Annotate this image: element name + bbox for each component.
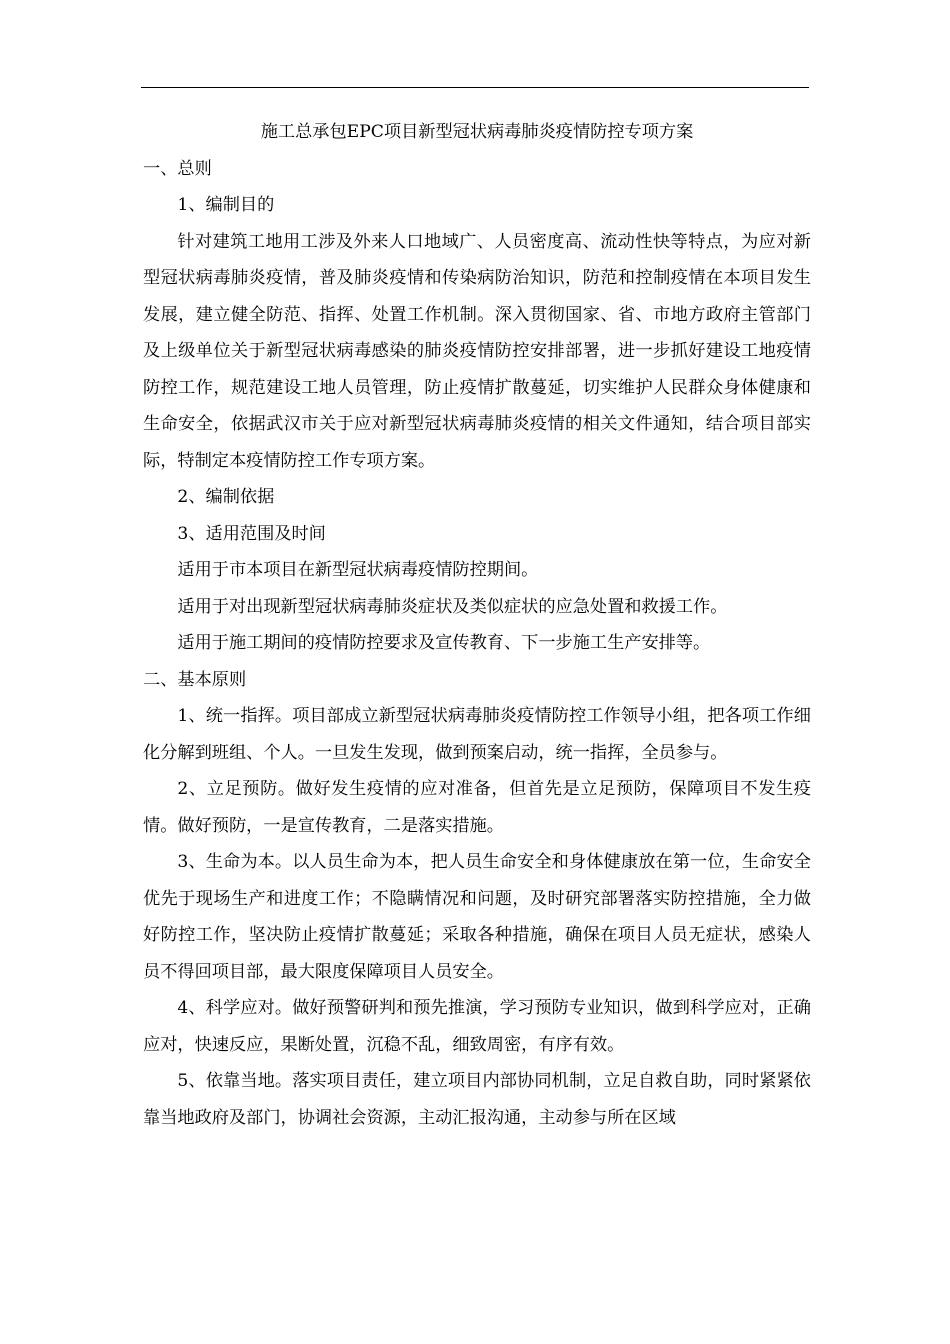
header-rule	[141, 87, 809, 88]
paragraph-scope-2: 适用于对出现新型冠状病毒肺炎症状及类似症状的应急处置和救援工作。	[177, 596, 728, 617]
paragraph-principle-3: 3、生命为本。以人员生命为本，把人员生命安全和身体健康放在第一位，生命安全优先于现场生产和进度工作；不隐瞒情况和问题，及时研究部署落实防控措施，全力做好防控工作，坚决防止疫情扩散蔓延；采取各种措施，确保在项目人员无症状，感染人员不得回项目部，最大限度保障项目人员安全。	[143, 852, 811, 982]
paragraph-principle-4: 4、科学应对。做好预警研判和预先推演，学习预防专业知识，做到科学应对，正确应对，快速反应，果断处置，沉稳不乱，细致周密，有序有效。	[143, 998, 811, 1055]
subheading-purpose: 1、编制目的	[177, 195, 275, 215]
paragraph-principle-1: 1、统一指挥。项目部成立新型冠状病毒肺炎疫情防控工作领导小组，把各项工作细化分解到班组、个人。一旦发生发现，做到预案启动，统一指挥，全员参与。	[143, 706, 811, 763]
document-title: 施工总承包EPC项目新型冠状病毒肺炎疫情防控专项方案	[260, 122, 694, 142]
section-heading-general: 一、总则	[143, 158, 212, 179]
paragraph-principle-2: 2、立足预防。做好发生疫情的应对准备，但首先是立足预防，保障项目不发生疫情。做好预防，一是宣传教育，二是落实措施。	[143, 779, 811, 836]
subheading-basis: 2、编制依据	[177, 487, 275, 507]
paragraph-principle-5: 5、依靠当地。落实项目责任，建立项目内部协同机制，立足自救自助，同时紧紧依靠当地政府及部门，协调社会资源，主动汇报沟通，主动参与所在区域	[143, 1071, 811, 1128]
subheading-scope: 3、适用范围及时间	[177, 523, 326, 544]
section-heading-principles: 二、基本原则	[143, 669, 247, 690]
paragraph-scope-3: 适用于施工期间的疫情防控要求及宣传教育、下一步施工生产安排等。	[177, 633, 711, 653]
document-body	[143, 114, 811, 1136]
paragraph-purpose: 针对建筑工地用工涉及外来人口地域广、人员密度高、流动性快等特点，为应对新型冠状病毒肺炎疫情，普及肺炎疫情和传染病防治知识，防范和控制疫情在本项目发生发展，建立健全防范、指挥、处置工作机制。深入贯彻国家、省、市地方政府主管部门及上级单位关于新型冠状病毒感染的肺炎疫情防控安排部署，进一步抓好建设工地疫情防控工作，规范建设工地人员管理，防止疫情扩散蔓延，切实维护人民群众身体健康和生命安全，依据武汉市关于应对新型冠状病毒肺炎疫情的相关文件通知，结合项目部实际，特制定本疫情防控工作专项方案。	[143, 231, 811, 471]
paragraph-scope-1: 适用于市本项目在新型冠状病毒疫情防控期间。	[177, 560, 539, 580]
